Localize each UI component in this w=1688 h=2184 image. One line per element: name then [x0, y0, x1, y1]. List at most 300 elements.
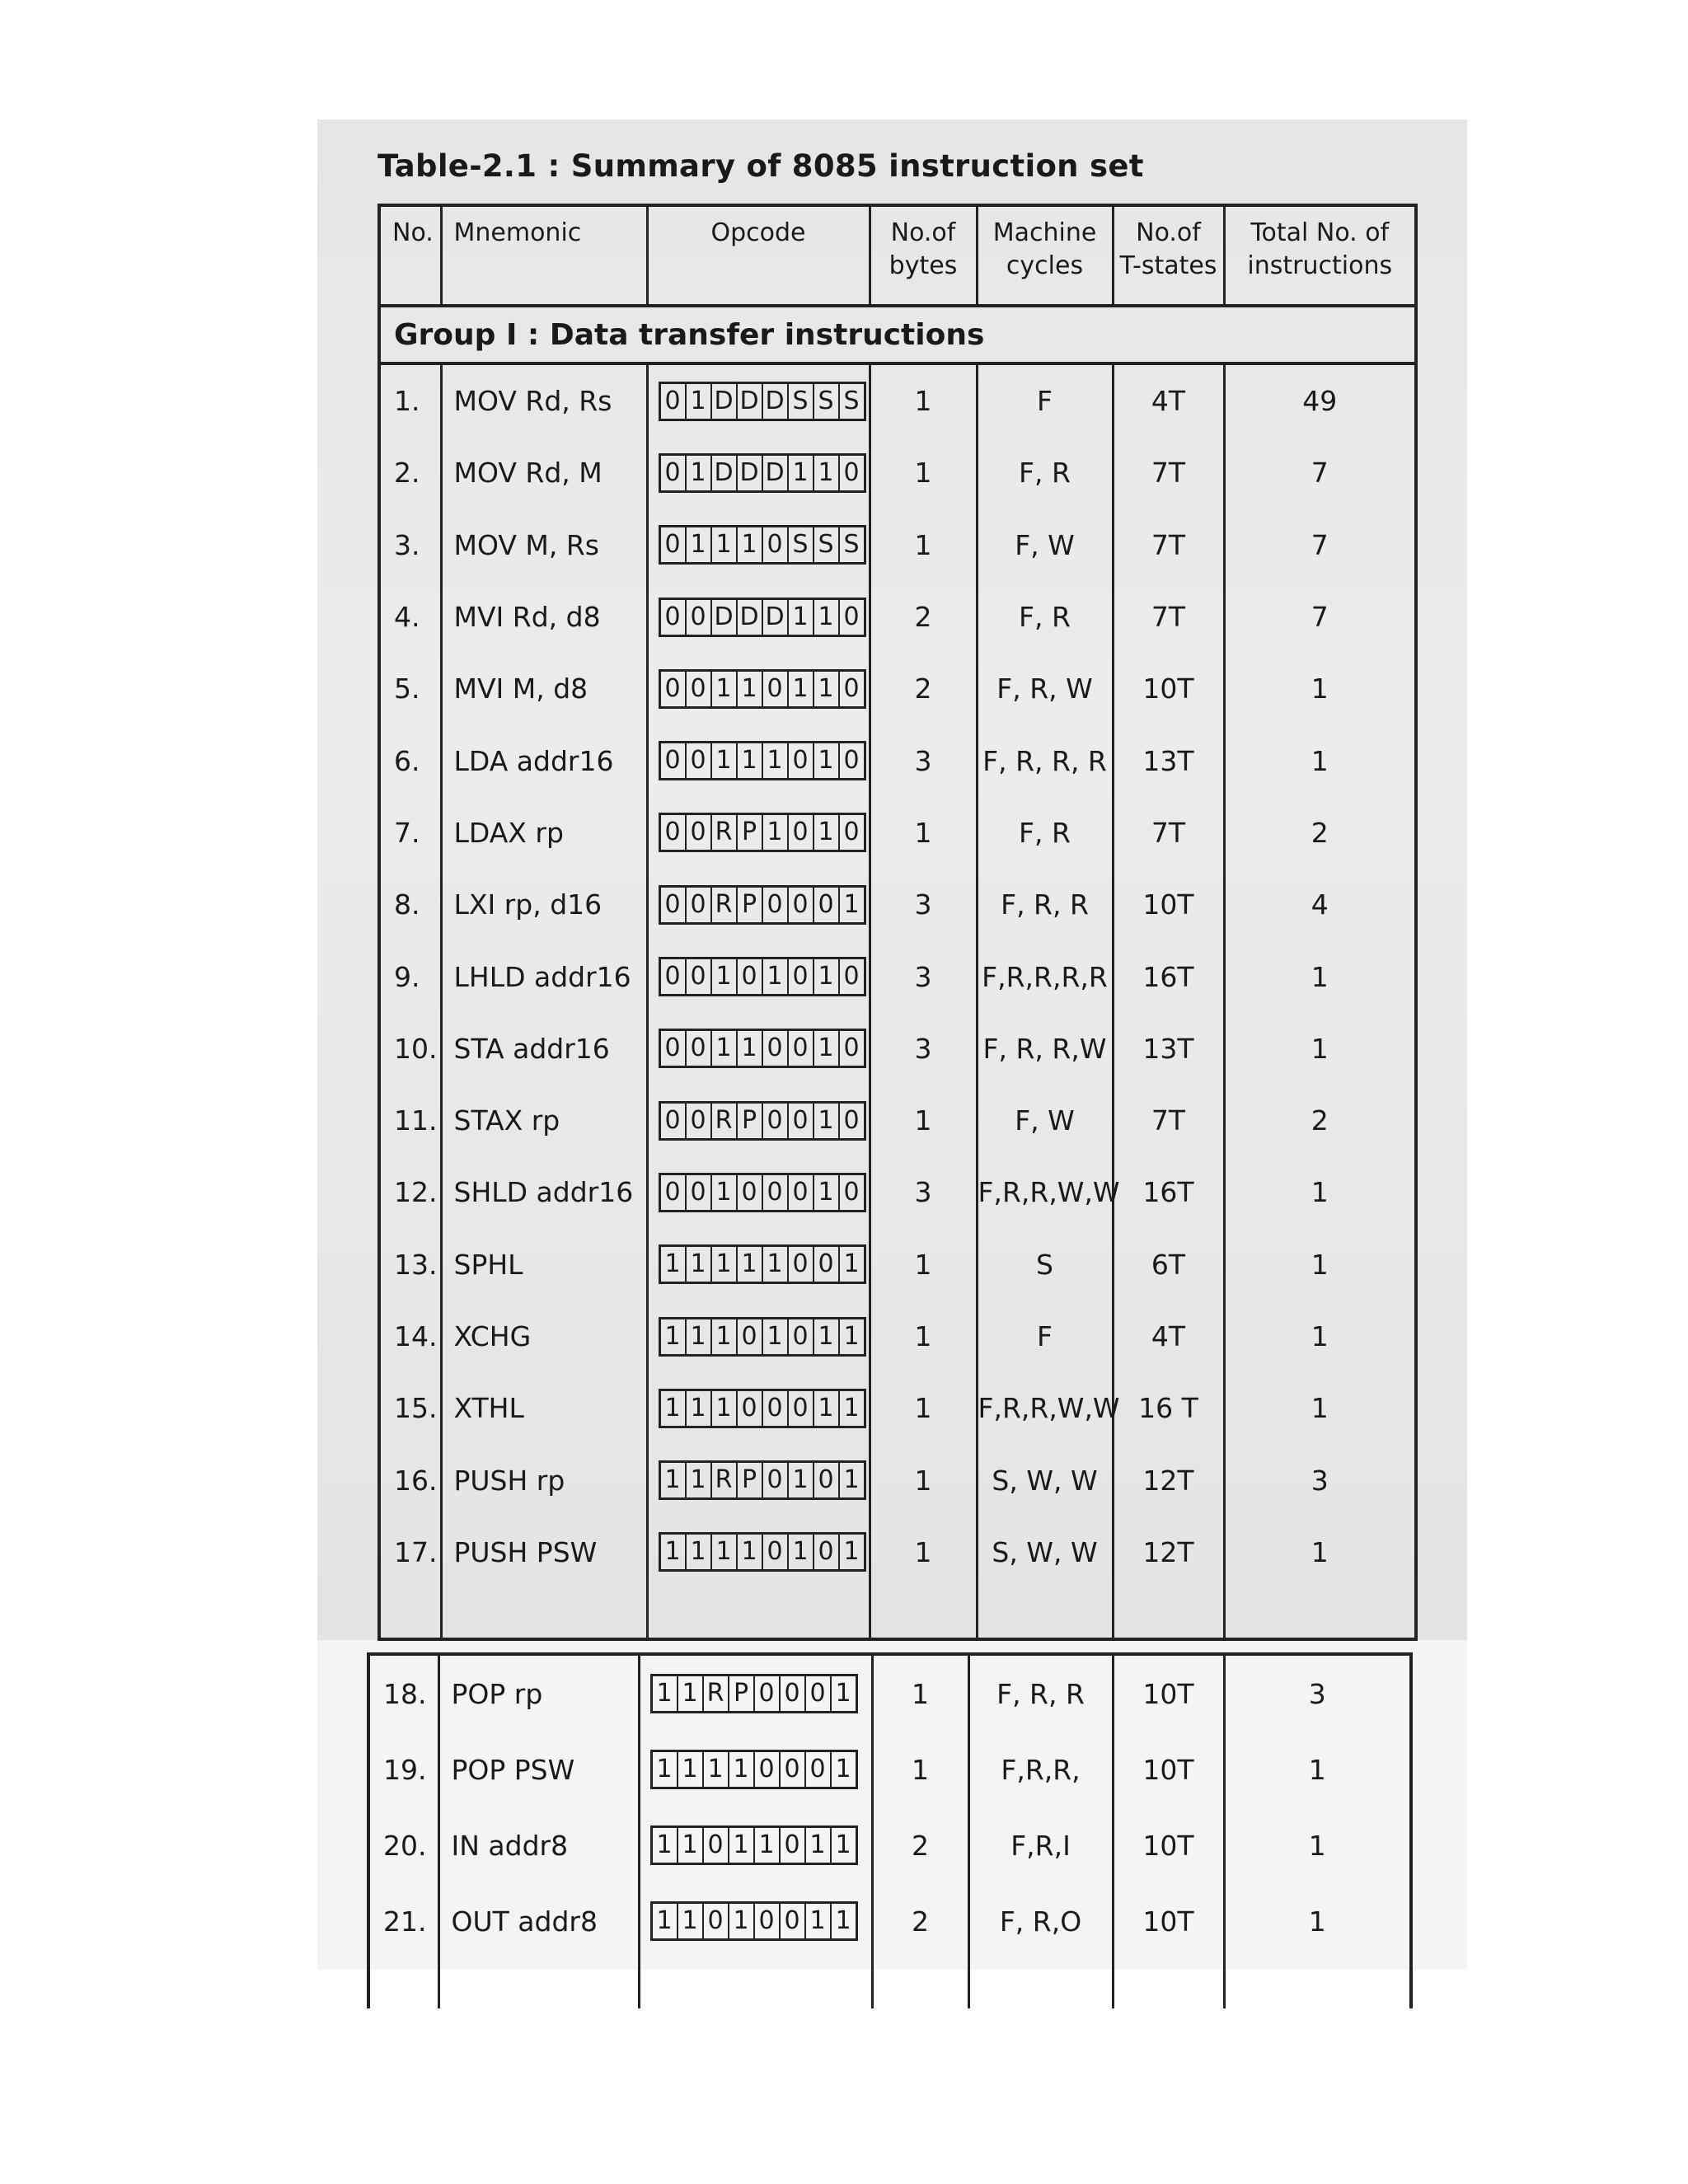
opcode-bit: 0 — [685, 1175, 710, 1210]
cell-machine-cycles: F, R — [977, 581, 1113, 653]
cell-bytes: 1 — [870, 1372, 977, 1444]
opcode-bit: 0 — [685, 815, 710, 850]
opcode-bit: 0 — [736, 1175, 762, 1210]
opcode-bit: 0 — [813, 1247, 838, 1282]
cell-opcode — [647, 581, 870, 653]
cell-mnemonic: LDA addr16 — [441, 724, 647, 796]
cell-number: 10. — [379, 1013, 441, 1085]
opcode-bit: S — [813, 384, 838, 419]
opcode-bit: 1 — [838, 1535, 864, 1569]
cell-bytes: 1 — [872, 1654, 968, 1732]
instruction-table — [377, 204, 1418, 1641]
cell-number: 8. — [379, 869, 441, 940]
cell-opcode — [647, 940, 870, 1012]
cell-bytes: 3 — [870, 1156, 977, 1228]
cell-number: 7. — [379, 797, 441, 869]
opcode-bit: 0 — [813, 1535, 838, 1569]
opcode-bit: 1 — [656, 1830, 673, 1859]
opcode-bit: 1 — [736, 527, 762, 562]
cell-number: 17. — [379, 1516, 441, 1588]
table-row — [379, 1229, 1416, 1301]
cell-mnemonic: MOV Rd, Rs — [441, 363, 647, 437]
opcode-bit: 0 — [664, 1177, 681, 1207]
opcode-bit: 1 — [685, 1391, 710, 1426]
cell-opcode — [647, 1229, 870, 1301]
cell-t-states: 10T — [1113, 869, 1224, 940]
table-row — [368, 1883, 1411, 1959]
opcode-bits — [659, 453, 866, 493]
opcode-bits — [659, 1389, 866, 1428]
opcode-bit: 0 — [787, 1104, 813, 1138]
opcode-bit: 0 — [787, 743, 813, 778]
opcode-bit: 1 — [710, 743, 736, 778]
cell-t-states: 7T — [1113, 581, 1224, 653]
opcode-bits — [650, 1750, 858, 1789]
opcode-bit: 1 — [664, 1249, 681, 1279]
opcode-bit: 1 — [813, 1031, 838, 1066]
cell-t-states: 10T — [1113, 1654, 1224, 1732]
opcode-bit: D — [736, 456, 762, 490]
opcode-bit: 0 — [664, 457, 681, 487]
cell-opcode — [647, 1372, 870, 1444]
cell-number: 19. — [368, 1732, 438, 1807]
cell-machine-cycles: F, R, R — [977, 869, 1113, 940]
header-t-states: No.of T-states — [1113, 205, 1224, 306]
cell-number: 3. — [379, 509, 441, 581]
cell-machine-cycles: F, R — [977, 437, 1113, 509]
cell-number: 1. — [379, 363, 441, 437]
opcode-bit: P — [736, 1104, 762, 1138]
cell-mnemonic: SPHL — [441, 1229, 647, 1301]
opcode-bit: 0 — [838, 1104, 864, 1138]
opcode-bit: P — [728, 1676, 753, 1711]
cell-number: 6. — [379, 724, 441, 796]
opcode-bit: 1 — [762, 743, 787, 778]
opcode-bit: 0 — [787, 1175, 813, 1210]
opcode-bit: P — [736, 1463, 762, 1497]
cell-total: 7 — [1224, 581, 1416, 653]
opcode-bit: 1 — [677, 1752, 702, 1787]
opcode-bit: 0 — [685, 1104, 710, 1138]
table-row — [379, 940, 1416, 1012]
cell-bytes: 1 — [872, 1732, 968, 1807]
instruction-table-continued — [367, 1652, 1413, 2008]
opcode-bit: 0 — [702, 1904, 728, 1938]
cell-t-states: 12T — [1113, 1444, 1224, 1516]
opcode-bit: 1 — [685, 1247, 710, 1282]
cell-t-states: 10T — [1113, 1807, 1224, 1883]
cell-bytes: 1 — [870, 1229, 977, 1301]
opcode-bit: 1 — [813, 815, 838, 850]
cell-opcode — [639, 1807, 872, 1883]
opcode-bit: 0 — [762, 888, 787, 922]
opcode-bit: 1 — [813, 1175, 838, 1210]
cell-opcode — [647, 1516, 870, 1588]
opcode-bit: 0 — [664, 602, 681, 631]
opcode-bit: 0 — [736, 1319, 762, 1354]
opcode-bit: 0 — [753, 1752, 779, 1787]
cell-total: 1 — [1224, 940, 1416, 1012]
cell-number: 18. — [368, 1654, 438, 1732]
cell-t-states: 10T — [1113, 1732, 1224, 1807]
table-row — [379, 581, 1416, 653]
table-row — [379, 363, 1416, 437]
opcode-bits — [650, 1901, 858, 1941]
opcode-bit: 1 — [787, 672, 813, 706]
opcode-bit: 1 — [813, 959, 838, 994]
opcode-bit: 0 — [838, 1175, 864, 1210]
opcode-bits — [659, 1101, 866, 1141]
opcode-bits — [659, 813, 866, 852]
cell-mnemonic: LDAX rp — [441, 797, 647, 869]
cell-opcode — [647, 1013, 870, 1085]
cell-opcode — [647, 1301, 870, 1372]
cell-mnemonic: STAX rp — [441, 1085, 647, 1156]
opcode-bit: 1 — [813, 743, 838, 778]
opcode-bit: 0 — [685, 888, 710, 922]
table-row — [379, 653, 1416, 724]
cell-machine-cycles: F — [977, 1301, 1113, 1372]
opcode-bit: 1 — [728, 1828, 753, 1863]
opcode-bit: 1 — [838, 1463, 864, 1497]
opcode-bit: 1 — [685, 1463, 710, 1497]
cell-bytes: 1 — [870, 437, 977, 509]
opcode-bit: 1 — [753, 1828, 779, 1863]
opcode-bits — [659, 1460, 866, 1500]
cell-total: 1 — [1224, 1229, 1416, 1301]
cell-machine-cycles: F,R,I — [968, 1807, 1113, 1883]
cell-mnemonic: XCHG — [441, 1301, 647, 1372]
cell-t-states: 10T — [1113, 1883, 1224, 1959]
opcode-bit: 0 — [813, 888, 838, 922]
cell-bytes: 1 — [870, 797, 977, 869]
header-opcode: Opcode — [647, 205, 870, 306]
table-bottom-spacer — [368, 1959, 1411, 2008]
cell-mnemonic: MVI M, d8 — [441, 653, 647, 724]
opcode-bit: 1 — [710, 1391, 736, 1426]
opcode-bit: 1 — [677, 1904, 702, 1938]
opcode-bit: 0 — [838, 456, 864, 490]
cell-opcode — [647, 1156, 870, 1228]
header-machine-cycles: Machine cycles — [977, 205, 1113, 306]
cell-t-states: 10T — [1113, 653, 1224, 724]
opcode-bit: 1 — [685, 456, 710, 490]
opcode-bit: 1 — [685, 1319, 710, 1354]
cell-number: 5. — [379, 653, 441, 724]
cell-number: 11. — [379, 1085, 441, 1156]
cell-bytes: 1 — [870, 509, 977, 581]
cell-mnemonic: LXI rp, d16 — [441, 869, 647, 940]
opcode-bit: D — [762, 456, 787, 490]
cell-machine-cycles: F, W — [977, 1085, 1113, 1156]
cell-total: 2 — [1224, 1085, 1416, 1156]
cell-t-states: 7T — [1113, 509, 1224, 581]
cell-number: 4. — [379, 581, 441, 653]
opcode-bit: 1 — [664, 1393, 681, 1422]
cell-machine-cycles: F, R, R,W — [977, 1013, 1113, 1085]
opcode-bit: 0 — [685, 959, 710, 994]
group-title: Group I : Data transfer instructions — [379, 306, 1416, 363]
opcode-bit: 1 — [838, 1391, 864, 1426]
cell-number: 16. — [379, 1444, 441, 1516]
opcode-bits — [659, 1317, 866, 1357]
opcode-bit: 0 — [787, 1319, 813, 1354]
opcode-bit: 0 — [762, 1463, 787, 1497]
table-row — [379, 437, 1416, 509]
cell-total: 1 — [1224, 1372, 1416, 1444]
opcode-bit: D — [736, 384, 762, 419]
cell-bytes: 2 — [870, 653, 977, 724]
cell-bytes: 1 — [870, 363, 977, 437]
table-row — [379, 1301, 1416, 1372]
cell-t-states: 6T — [1113, 1229, 1224, 1301]
opcode-bit: 0 — [664, 962, 681, 991]
table-row — [379, 509, 1416, 581]
cell-mnemonic: POP rp — [438, 1654, 639, 1732]
opcode-bit: 1 — [664, 1465, 681, 1495]
opcode-bit: 0 — [787, 815, 813, 850]
opcode-bit: 0 — [762, 1175, 787, 1210]
cell-bytes: 1 — [870, 1516, 977, 1588]
cell-total: 7 — [1224, 509, 1416, 581]
opcode-bit: D — [710, 384, 736, 419]
opcode-bit: S — [787, 384, 813, 419]
cell-machine-cycles: F,R,R,R,R — [977, 940, 1113, 1012]
opcode-bit: 0 — [804, 1752, 830, 1787]
opcode-bit: 1 — [813, 672, 838, 706]
opcode-bit: R — [710, 1463, 736, 1497]
opcode-bit: 1 — [736, 1247, 762, 1282]
opcode-bit: 0 — [779, 1676, 804, 1711]
opcode-bit: 1 — [813, 1391, 838, 1426]
opcode-bit: P — [736, 815, 762, 850]
opcode-bit: S — [838, 527, 864, 562]
cell-number: 21. — [368, 1883, 438, 1959]
cell-bytes: 2 — [872, 1883, 968, 1959]
opcode-bit: 1 — [787, 1535, 813, 1569]
opcode-bit: 0 — [664, 673, 681, 703]
opcode-bit: S — [787, 527, 813, 562]
cell-number: 20. — [368, 1807, 438, 1883]
opcode-bit: 0 — [762, 1391, 787, 1426]
cell-mnemonic: MVI Rd, d8 — [441, 581, 647, 653]
cell-opcode — [647, 1444, 870, 1516]
opcode-bit: D — [710, 600, 736, 635]
opcode-bit: 1 — [830, 1752, 856, 1787]
cell-total: 1 — [1224, 653, 1416, 724]
cell-bytes: 3 — [870, 940, 977, 1012]
opcode-bit: 1 — [710, 1319, 736, 1354]
cell-t-states: 4T — [1113, 363, 1224, 437]
opcode-bit: 1 — [710, 1175, 736, 1210]
opcode-bit: 1 — [787, 1463, 813, 1497]
table-row — [379, 1444, 1416, 1516]
opcode-bit: 0 — [685, 672, 710, 706]
opcode-bits — [659, 1532, 866, 1572]
opcode-bit: 1 — [838, 888, 864, 922]
opcode-bit: 0 — [762, 672, 787, 706]
opcode-bit: 1 — [804, 1828, 830, 1863]
cell-opcode — [639, 1883, 872, 1959]
opcode-bit: 0 — [736, 1391, 762, 1426]
opcode-bit: 1 — [677, 1828, 702, 1863]
cell-bytes: 3 — [870, 869, 977, 940]
opcode-bit: 1 — [838, 1319, 864, 1354]
opcode-bits — [659, 957, 866, 996]
opcode-bit: 1 — [685, 527, 710, 562]
opcode-bit: 1 — [813, 456, 838, 490]
opcode-bit: 1 — [728, 1904, 753, 1938]
opcode-bit: 1 — [664, 1537, 681, 1567]
cell-machine-cycles: F, R,O — [968, 1883, 1113, 1959]
cell-t-states: 7T — [1113, 1085, 1224, 1156]
opcode-bit: 0 — [664, 1105, 681, 1135]
cell-t-states: 16T — [1113, 1156, 1224, 1228]
cell-machine-cycles: F,R,R, — [968, 1732, 1113, 1807]
opcode-bit: 1 — [830, 1828, 856, 1863]
opcode-bit: 1 — [813, 600, 838, 635]
cell-mnemonic: PUSH rp — [441, 1444, 647, 1516]
cell-mnemonic: MOV Rd, M — [441, 437, 647, 509]
opcode-bit: 1 — [830, 1676, 856, 1711]
opcode-bit: 0 — [779, 1828, 804, 1863]
table-row — [379, 1156, 1416, 1228]
opcode-bit: 1 — [677, 1676, 702, 1711]
cell-total: 3 — [1224, 1654, 1411, 1732]
cell-bytes: 1 — [870, 1444, 977, 1516]
header-bytes: No.of bytes — [870, 205, 977, 306]
opcode-bit: 0 — [753, 1904, 779, 1938]
cell-opcode — [639, 1732, 872, 1807]
opcode-bit: 1 — [736, 1535, 762, 1569]
cell-number: 15. — [379, 1372, 441, 1444]
opcode-bit: 0 — [838, 743, 864, 778]
cell-number: 2. — [379, 437, 441, 509]
cell-mnemonic: XTHL — [441, 1372, 647, 1444]
opcode-bit: 0 — [664, 818, 681, 847]
opcode-bits — [659, 598, 866, 637]
table-row — [368, 1807, 1411, 1883]
opcode-bit: 0 — [787, 1391, 813, 1426]
opcode-bit: 1 — [736, 1031, 762, 1066]
table-row — [379, 724, 1416, 796]
cell-mnemonic: LHLD addr16 — [441, 940, 647, 1012]
opcode-bit: 1 — [710, 959, 736, 994]
opcode-bit: 0 — [838, 1031, 864, 1066]
header-total-instructions: Total No. of instructions — [1224, 205, 1416, 306]
opcode-bit: 0 — [779, 1904, 804, 1938]
opcode-bit: 1 — [710, 1535, 736, 1569]
opcode-bit: R — [710, 888, 736, 922]
opcode-bit: D — [762, 384, 787, 419]
opcode-bit: 1 — [787, 600, 813, 635]
opcode-bit: 1 — [762, 1247, 787, 1282]
opcode-bit: 0 — [804, 1676, 830, 1711]
cell-machine-cycles: F, W — [977, 509, 1113, 581]
opcode-bit: 1 — [736, 672, 762, 706]
cell-opcode — [647, 509, 870, 581]
cell-opcode — [647, 437, 870, 509]
table-row — [368, 1732, 1411, 1807]
cell-machine-cycles: F,R,R,W,W — [977, 1156, 1113, 1228]
opcode-bit: 0 — [838, 959, 864, 994]
table-row — [379, 1085, 1416, 1156]
cell-bytes: 3 — [870, 1013, 977, 1085]
cell-bytes: 2 — [870, 581, 977, 653]
opcode-bit: 1 — [830, 1904, 856, 1938]
cell-opcode — [647, 363, 870, 437]
header-no: No. — [379, 205, 441, 306]
cell-machine-cycles: F, R, W — [977, 653, 1113, 724]
opcode-bit: 0 — [762, 1535, 787, 1569]
opcode-bits — [659, 1029, 866, 1068]
opcode-bit: 1 — [685, 1535, 710, 1569]
opcode-bit: 0 — [736, 959, 762, 994]
cell-number: 13. — [379, 1229, 441, 1301]
opcode-bits — [659, 885, 866, 925]
opcode-bit: 1 — [838, 1247, 864, 1282]
cell-total: 7 — [1224, 437, 1416, 509]
cell-opcode — [639, 1654, 872, 1732]
cell-total: 49 — [1224, 363, 1416, 437]
cell-t-states: 4T — [1113, 1301, 1224, 1372]
cell-total: 1 — [1224, 1807, 1411, 1883]
opcode-bit: 0 — [787, 1031, 813, 1066]
opcode-bit: R — [710, 815, 736, 850]
opcode-bit: 1 — [813, 1319, 838, 1354]
cell-machine-cycles: F,R,R,W,W — [977, 1372, 1113, 1444]
opcode-bit: S — [838, 384, 864, 419]
cell-bytes: 1 — [870, 1301, 977, 1372]
opcode-bit: 1 — [664, 1321, 681, 1351]
cell-t-states: 12T — [1113, 1516, 1224, 1588]
opcode-bit: 1 — [710, 1031, 736, 1066]
cell-mnemonic: PUSH PSW — [441, 1516, 647, 1588]
cell-total: 1 — [1224, 1516, 1416, 1588]
opcode-bit: 0 — [787, 959, 813, 994]
cell-machine-cycles: F, R, R — [968, 1654, 1113, 1732]
cell-t-states: 13T — [1113, 724, 1224, 796]
cell-opcode — [647, 869, 870, 940]
cell-number: 12. — [379, 1156, 441, 1228]
cell-total: 1 — [1224, 1883, 1411, 1959]
opcode-bit: 0 — [664, 530, 681, 560]
opcode-bit: 0 — [787, 1247, 813, 1282]
opcode-bit: 0 — [664, 889, 681, 919]
opcode-bit: D — [710, 456, 736, 490]
opcode-bit: 0 — [664, 746, 681, 776]
cell-total: 1 — [1224, 724, 1416, 796]
opcode-bit: 0 — [838, 672, 864, 706]
opcode-bit: 1 — [787, 456, 813, 490]
opcode-bits — [650, 1825, 858, 1865]
table-row — [379, 1516, 1416, 1588]
opcode-bit: 0 — [664, 1033, 681, 1063]
cell-machine-cycles: F, R — [977, 797, 1113, 869]
cell-mnemonic: IN addr8 — [438, 1807, 639, 1883]
table-row — [379, 1372, 1416, 1444]
opcode-bit: 1 — [762, 815, 787, 850]
opcode-bit: 0 — [762, 527, 787, 562]
cell-number: 14. — [379, 1301, 441, 1372]
opcode-bit: 0 — [664, 386, 681, 415]
opcode-bit: 0 — [753, 1676, 779, 1711]
cell-opcode — [647, 1085, 870, 1156]
opcode-bit: 1 — [710, 527, 736, 562]
cell-total: 3 — [1224, 1444, 1416, 1516]
opcode-bit: 1 — [804, 1904, 830, 1938]
opcode-bits — [659, 1173, 866, 1212]
